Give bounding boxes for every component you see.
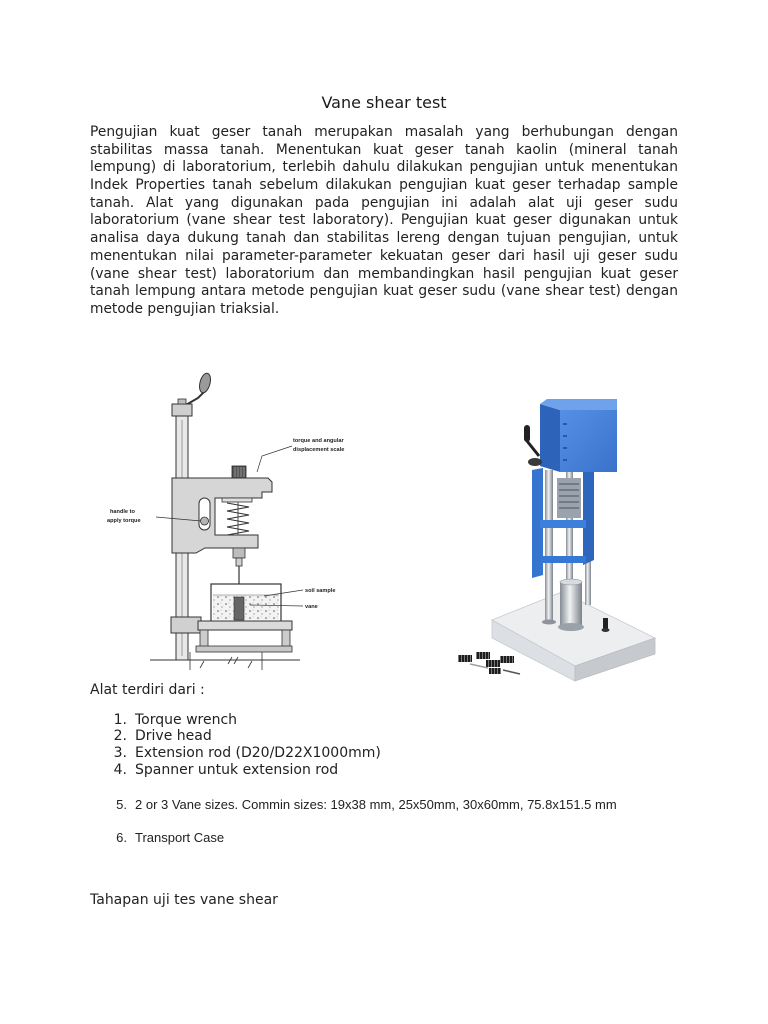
label-torque-scale-line1: torque and angular bbox=[293, 438, 344, 444]
column-cap bbox=[172, 404, 192, 416]
list-item-number: 6. bbox=[116, 830, 127, 845]
label-handle-line1: handle to bbox=[110, 509, 135, 515]
list-item-number: 2. bbox=[113, 728, 127, 745]
accessory-parts bbox=[458, 652, 520, 674]
base-platform bbox=[171, 617, 292, 652]
spring-part bbox=[486, 660, 500, 667]
paragraph-line: stabilitas massa tanah. Menentukan kuat geser tanah kaolin (mineral tanah bbox=[90, 141, 678, 158]
list-item-text: Extension rod (D20/D22X1000mm) bbox=[135, 744, 381, 761]
paragraph-line: analisa daya dukung tanah dan stabilitas lereng dengan tujuan pengujian, untuk bbox=[90, 230, 678, 247]
paragraph-line: Indek Properties tanah sebelum dilakukan pengujian kuat geser terhadap sample bbox=[90, 177, 678, 194]
handwheel-disc bbox=[528, 458, 542, 466]
list-item-number: 5. bbox=[116, 797, 127, 812]
paragraph-line: metode pengujian triaksial. bbox=[90, 300, 280, 317]
list-item bbox=[90, 830, 224, 846]
list-item-text: Torque wrench bbox=[135, 711, 238, 728]
list-item-number: 4. bbox=[113, 761, 127, 778]
spanner-part bbox=[503, 670, 520, 674]
handwheel-grip bbox=[524, 425, 530, 442]
rod-foot bbox=[542, 620, 556, 625]
motor-box bbox=[540, 399, 617, 472]
ground-hatching bbox=[190, 652, 262, 670]
column-bolt bbox=[178, 399, 186, 404]
front-rod bbox=[545, 470, 553, 622]
soil-container bbox=[211, 584, 281, 622]
table-leg-right bbox=[282, 630, 290, 647]
list-item bbox=[90, 728, 690, 745]
box-left-face bbox=[540, 404, 560, 472]
list-item-number: 3. bbox=[113, 744, 127, 761]
cylinder-top bbox=[560, 579, 582, 585]
crank-knob bbox=[198, 372, 213, 394]
box-front-face bbox=[560, 410, 617, 472]
torque-leader bbox=[257, 446, 292, 472]
list-item-number: 1. bbox=[113, 711, 127, 728]
column-clamp bbox=[171, 617, 201, 633]
bracket-frame bbox=[172, 478, 272, 553]
crank-handle bbox=[184, 372, 212, 406]
paragraph-line: (vane shear test) laboratorium dan membandingkan hasil pengujian kuat geser bbox=[90, 265, 678, 282]
paragraph-line: tanah. Alat yang digunakan pada pengujian ini adalah alat uji geser sudu bbox=[90, 194, 678, 211]
spring-part bbox=[500, 656, 514, 663]
label-soil-sample: soil sample bbox=[305, 588, 336, 594]
vane-shear-machine-photo bbox=[440, 395, 670, 687]
spring-part bbox=[458, 655, 472, 662]
list-item bbox=[90, 797, 617, 813]
vane-rod-part bbox=[470, 664, 488, 668]
list-item bbox=[90, 745, 690, 762]
label-torque-scale-line2: displacement scale bbox=[293, 447, 345, 453]
paragraph-line: Pengujian kuat geser tanah merupakan masalah yang berhubungan dengan bbox=[90, 124, 678, 140]
intro-paragraph bbox=[90, 124, 678, 319]
page-title: Vane shear test bbox=[321, 93, 447, 112]
equipment-list bbox=[90, 712, 690, 779]
spring-part bbox=[489, 668, 501, 674]
paragraph-line: lempung) di laboratorium, terlebih dahulu dilakukan pengujian untuk menentukan bbox=[90, 159, 678, 176]
list-item-text: 2 or 3 Vane sizes. Commin sizes: 19x38 mm, 25x50mm, 30x60mm, 75.8x151.5 mm bbox=[135, 797, 617, 812]
list-item-text: Spanner untuk extension rod bbox=[135, 761, 339, 778]
list-item-text: Transport Case bbox=[135, 830, 225, 845]
switch-base bbox=[602, 628, 610, 632]
list-item bbox=[90, 712, 690, 729]
torque-scale-head bbox=[232, 466, 246, 478]
list-item bbox=[90, 762, 690, 779]
frame-crossbar-lower bbox=[540, 556, 586, 563]
vane-blade bbox=[234, 597, 244, 620]
equipment-list-intro: Alat terdiri dari : bbox=[90, 682, 205, 698]
label-vane: vane bbox=[305, 604, 318, 610]
table-leg-left bbox=[200, 630, 208, 647]
handwheel-arm bbox=[527, 441, 539, 456]
list-item-text: Drive head bbox=[135, 728, 212, 745]
handwheel bbox=[524, 425, 542, 466]
cylinder-foot bbox=[558, 623, 584, 631]
paragraph-line: menentukan nilai parameter-parameter kekuatan geser dari hasil uji geser sudu bbox=[90, 247, 678, 264]
section-heading: Tahapan uji tes vane shear bbox=[90, 892, 278, 908]
soil-texture bbox=[213, 595, 279, 620]
frame-plate-right bbox=[583, 468, 594, 565]
chuck bbox=[233, 548, 245, 558]
base-plate bbox=[196, 646, 292, 652]
spring-plate bbox=[222, 498, 252, 502]
sample-cylinder bbox=[558, 579, 584, 631]
frame-crossbar-upper bbox=[540, 520, 586, 528]
blue-frame bbox=[532, 468, 594, 578]
cylinder-body bbox=[560, 582, 582, 626]
label-handle-line2: apply torque bbox=[107, 518, 141, 524]
torque-handle-knob bbox=[201, 517, 209, 525]
paragraph-line: laboratorium (vane shear test laboratory). Pengujian kuat geser digunakan untuk bbox=[90, 212, 678, 229]
spring-assembly bbox=[222, 498, 252, 535]
spring-part bbox=[476, 652, 490, 659]
paragraph-line: tanah lempung antara metode pengujian kuat geser sudu (vane shear test) dengan bbox=[90, 283, 678, 300]
ground-line bbox=[150, 652, 300, 670]
sample-table bbox=[198, 621, 292, 630]
vane-shear-diagram bbox=[100, 368, 370, 673]
chuck-tip bbox=[236, 558, 242, 566]
